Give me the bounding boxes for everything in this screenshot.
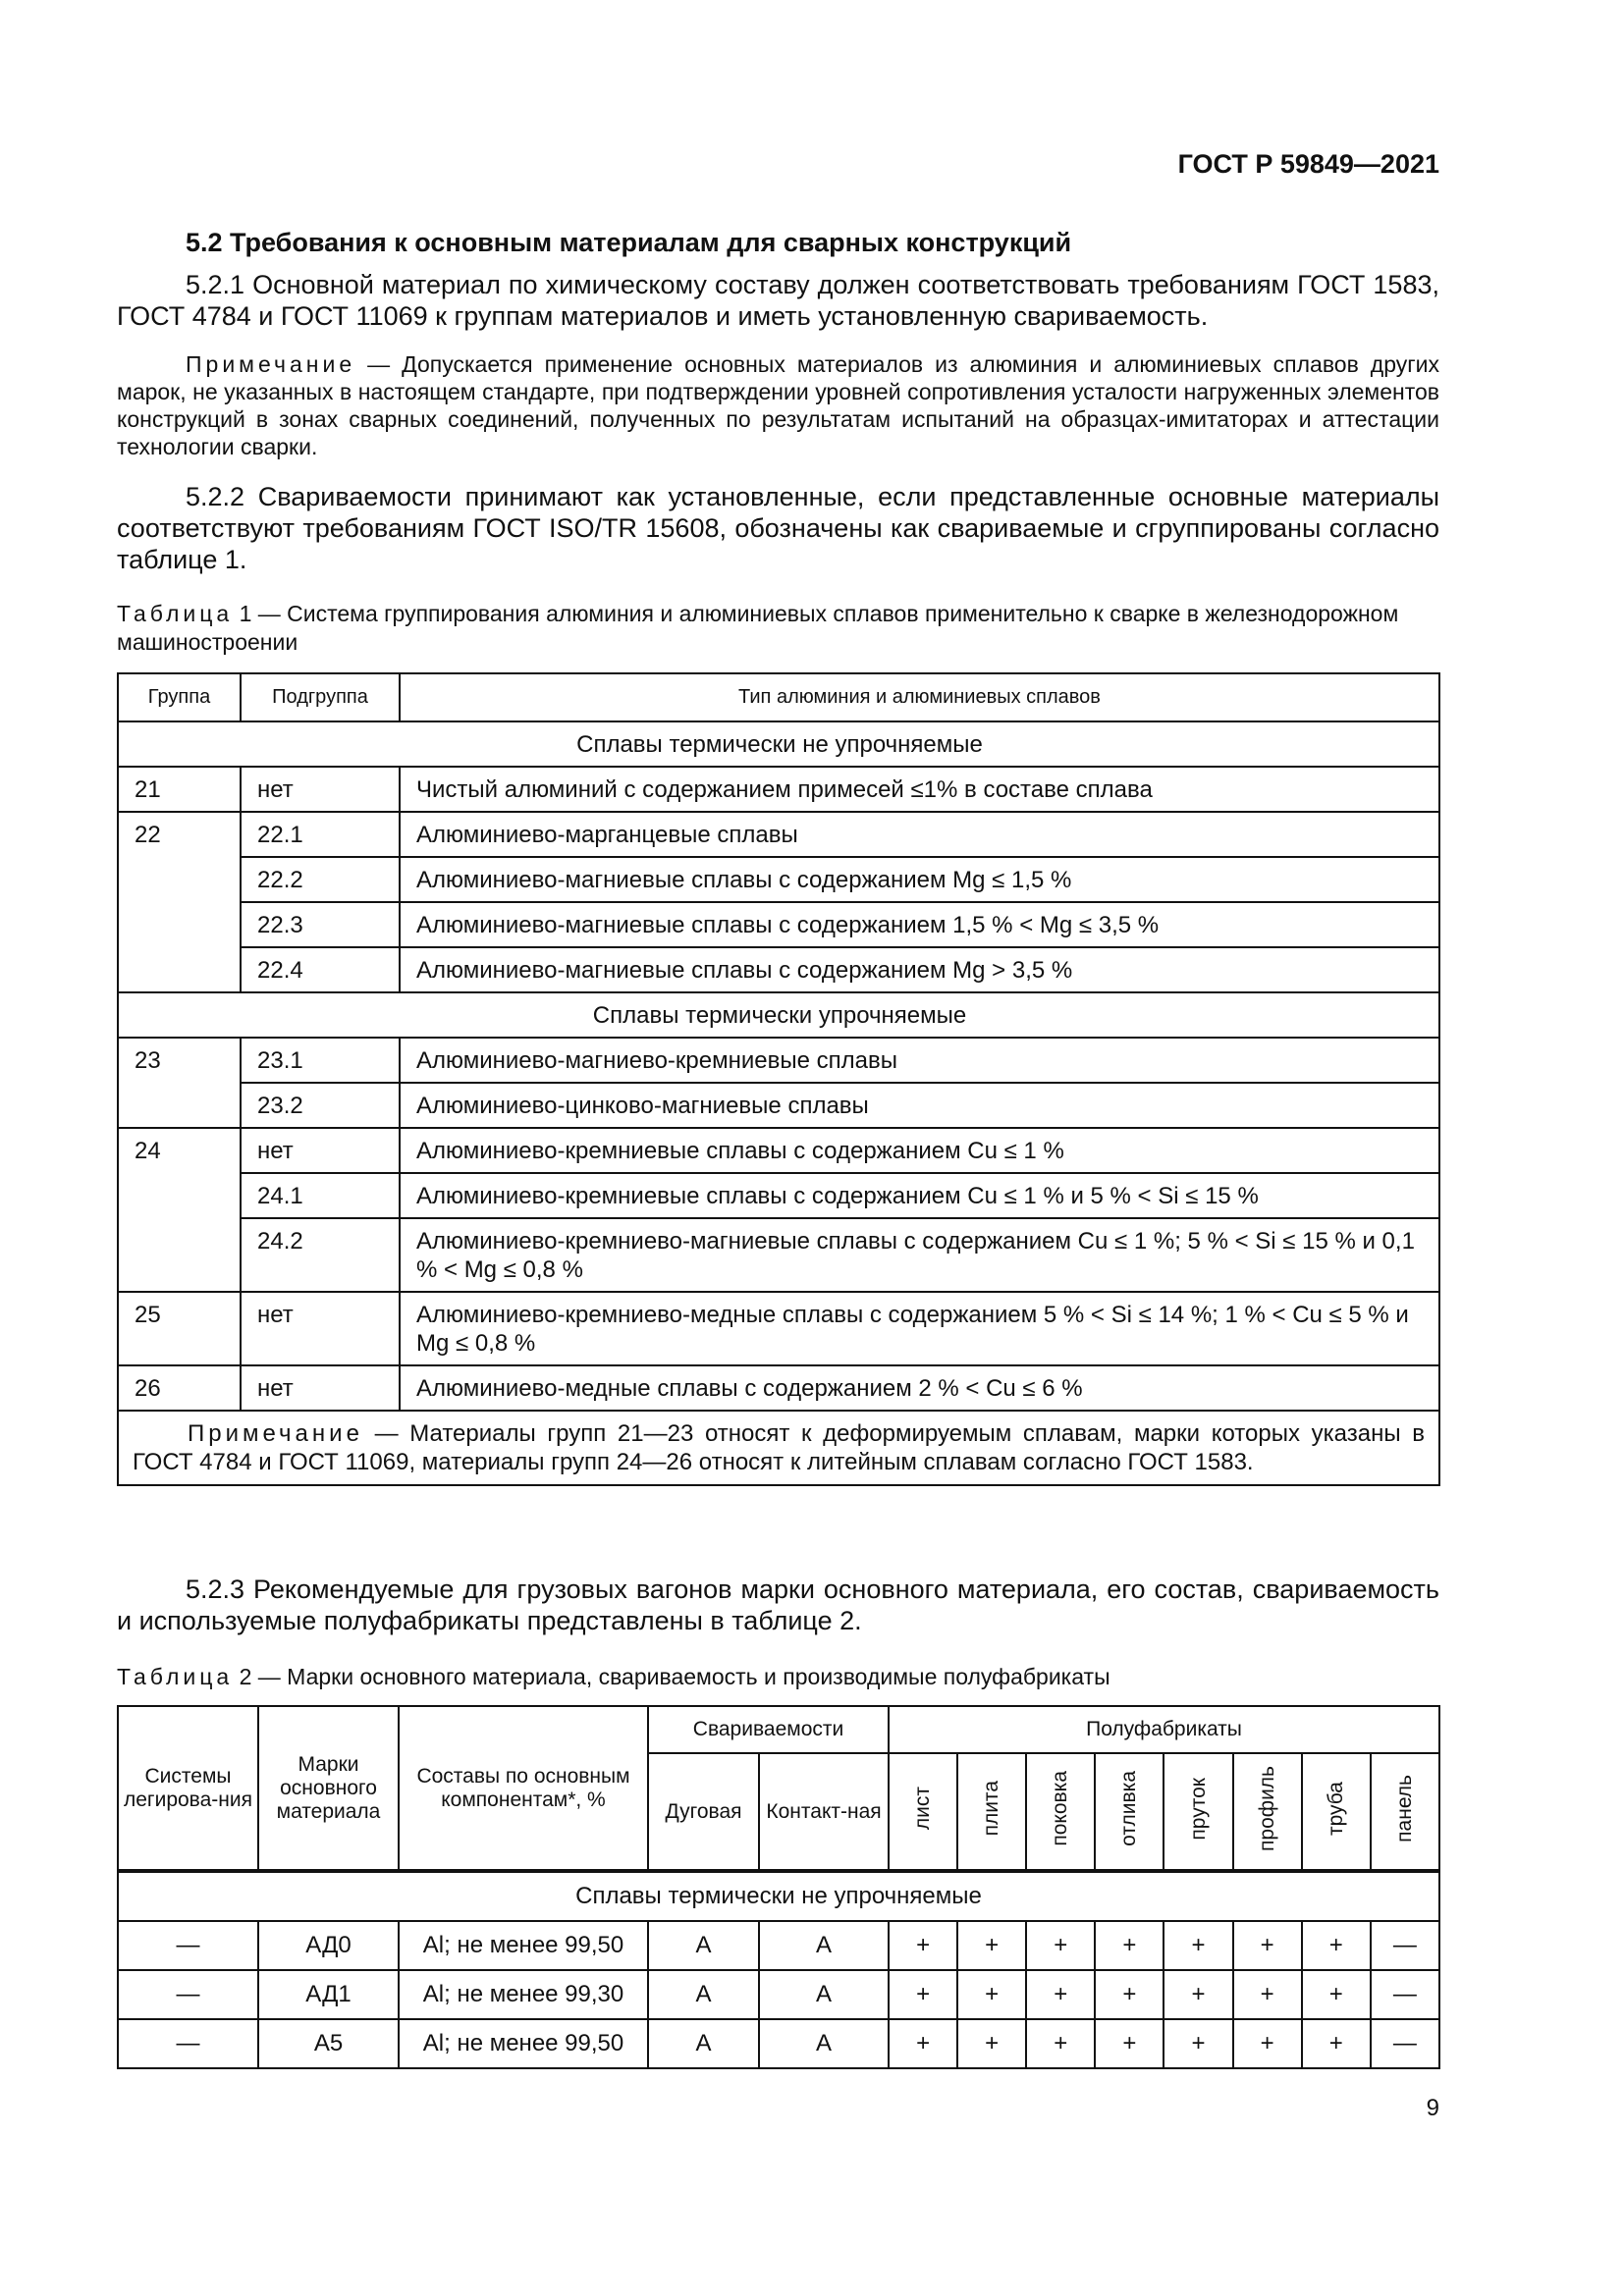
table2-header-grade: Марки основного материала: [258, 1706, 399, 1871]
table-row: 22.4 Алюминиево-магниевые сплавы с содержанием Mg > 3,5 %: [118, 947, 1439, 992]
table-row: 22.2 Алюминиево-магниевые сплавы с содержанием Mg ≤ 1,5 %: [118, 857, 1439, 902]
page-number: 9: [1426, 2095, 1439, 2121]
semi-profile: профиль: [1233, 1753, 1302, 1871]
paragraph-5-2-1: 5.2.1 Основной материал по химическому составу должен соответствовать требованиям ГОСТ 1583, ГОСТ 4784 и ГОСТ 11069 к группам материалов и иметь установленную свариваемость.: [117, 270, 1439, 331]
table-row: 24.1 Алюминиево-кремниевые сплавы с содержанием Cu ≤ 1 % и 5 % < Si ≤ 15 %: [118, 1173, 1439, 1218]
table2-header-arc: Дуговая: [648, 1753, 759, 1871]
table1-caption: Таблица 1 — Система группирования алюминия и алюминиевых сплавов применительно к сварке в железнодорожном машиностроении: [117, 601, 1399, 655]
table-row: 24.2 Алюминиево-кремниево-магниевые сплавы с содержанием Cu ≤ 1 %; 5 % < Si ≤ 15 % и 0,1 % < Mg ≤ 0,8 %: [118, 1218, 1439, 1292]
semi-sheet: лист: [889, 1753, 957, 1871]
table-row: 24 нет Алюминиево-кремниевые сплавы с содержанием Cu ≤ 1 %: [118, 1128, 1439, 1173]
table-row: — А5 Al; не менее 99,50 A A + + + + + + + —: [118, 2019, 1439, 2068]
table-row: 25 нет Алюминиево-кремниево-медные сплавы с содержанием 5 % < Si ≤ 14 %; 1 % < Cu ≤ 5 % и Mg ≤ 0,8 %: [118, 1292, 1439, 1365]
table1-header-subgroup: Подгруппа: [241, 673, 400, 721]
semi-plate: плита: [957, 1753, 1026, 1871]
table-row: 22 22.1 Алюминиево-марганцевые сплавы: [118, 812, 1439, 857]
table1-section-heat: Сплавы термически упрочняемые: [118, 992, 1439, 1038]
semi-forging: поковка: [1026, 1753, 1095, 1871]
table2-header-system: Системы легирова-ния: [118, 1706, 258, 1871]
semi-casting: отливка: [1095, 1753, 1164, 1871]
semi-tube: труба: [1302, 1753, 1371, 1871]
table1-header-group: Группа: [118, 673, 241, 721]
note-5-2-1: Примечание — Допускается применение основных материалов из алюминия и алюминиевых сплавов других марок, не указанных в настоящем стандарте, при подтверждении уровней сопротивления усталости нагруженных элементов конструкций в зонах сварных соединений, полученных по результатам испытаний на образцах-имитаторах и аттестации технологии сварки.: [117, 351, 1439, 459]
doc-code: ГОСТ Р 59849—2021: [1177, 149, 1439, 179]
table-row: 26 нет Алюминиево-медные сплавы с содержанием 2 % < Cu ≤ 6 %: [118, 1365, 1439, 1411]
semi-bar: пруток: [1164, 1753, 1232, 1871]
table2-header-composition: Составы по основным компонентам*, %: [399, 1706, 648, 1871]
table-row: 23.2 Алюминиево-цинково-магниевые сплавы: [118, 1083, 1439, 1128]
table-row: 21 нет Чистый алюминий с содержанием примесей ≤1% в составе сплава: [118, 767, 1439, 812]
table1-note: Примечание — Материалы групп 21—23 относят к деформируемым сплавам, марки которых указаны в ГОСТ 4784 и ГОСТ 11069, материалы групп 24—26 относят к литейным сплавам согласно ГОСТ 1583.: [118, 1411, 1439, 1485]
table2-section-nonheat: Сплавы термически не упрочняемые: [118, 1871, 1439, 1921]
paragraph-5-2-2: 5.2.2 Свариваемости принимают как установленные, если представленные основные материалы соответствуют требованиям ГОСТ ISO/TR 15608, обозначены как свариваемые и сгруппированы согласно таблице 1.: [117, 482, 1439, 574]
table2: [117, 1705, 1440, 2069]
section-title: 5.2 Требования к основным материалам для сварных конструкций: [186, 228, 1072, 257]
paragraph-5-2-3: 5.2.3 Рекомендуемые для грузовых вагонов марки основного материала, его состав, свариваемость и используемые полуфабрикаты представлены в таблице 2.: [117, 1575, 1439, 1635]
table1: [117, 672, 1440, 1486]
table1-header-type: Тип алюминия и алюминиевых сплавов: [400, 673, 1439, 721]
table-row: — АД0 Al; не менее 99,50 A A + + + + + + + —: [118, 1921, 1439, 1970]
table2-header-weldability: Свариваемости: [648, 1706, 889, 1753]
table-row: 23 23.1 Алюминиево-магниево-кремниевые сплавы: [118, 1038, 1439, 1083]
table-row: — АД1 Al; не менее 99,30 A A + + + + + + + —: [118, 1970, 1439, 2019]
table1-section-nonheat: Сплавы термически не упрочняемые: [118, 721, 1439, 767]
semi-panel: панель: [1371, 1753, 1439, 1871]
table2-header-semi: Полуфабрикаты: [889, 1706, 1439, 1753]
table2-caption: Таблица 2 — Марки основного материала, свариваемость и производимые полуфабрикаты: [117, 1664, 1110, 1689]
table-row: 22.3 Алюминиево-магниевые сплавы с содержанием 1,5 % < Mg ≤ 3,5 %: [118, 902, 1439, 947]
table2-header-contact: Контакт-ная: [759, 1753, 889, 1871]
